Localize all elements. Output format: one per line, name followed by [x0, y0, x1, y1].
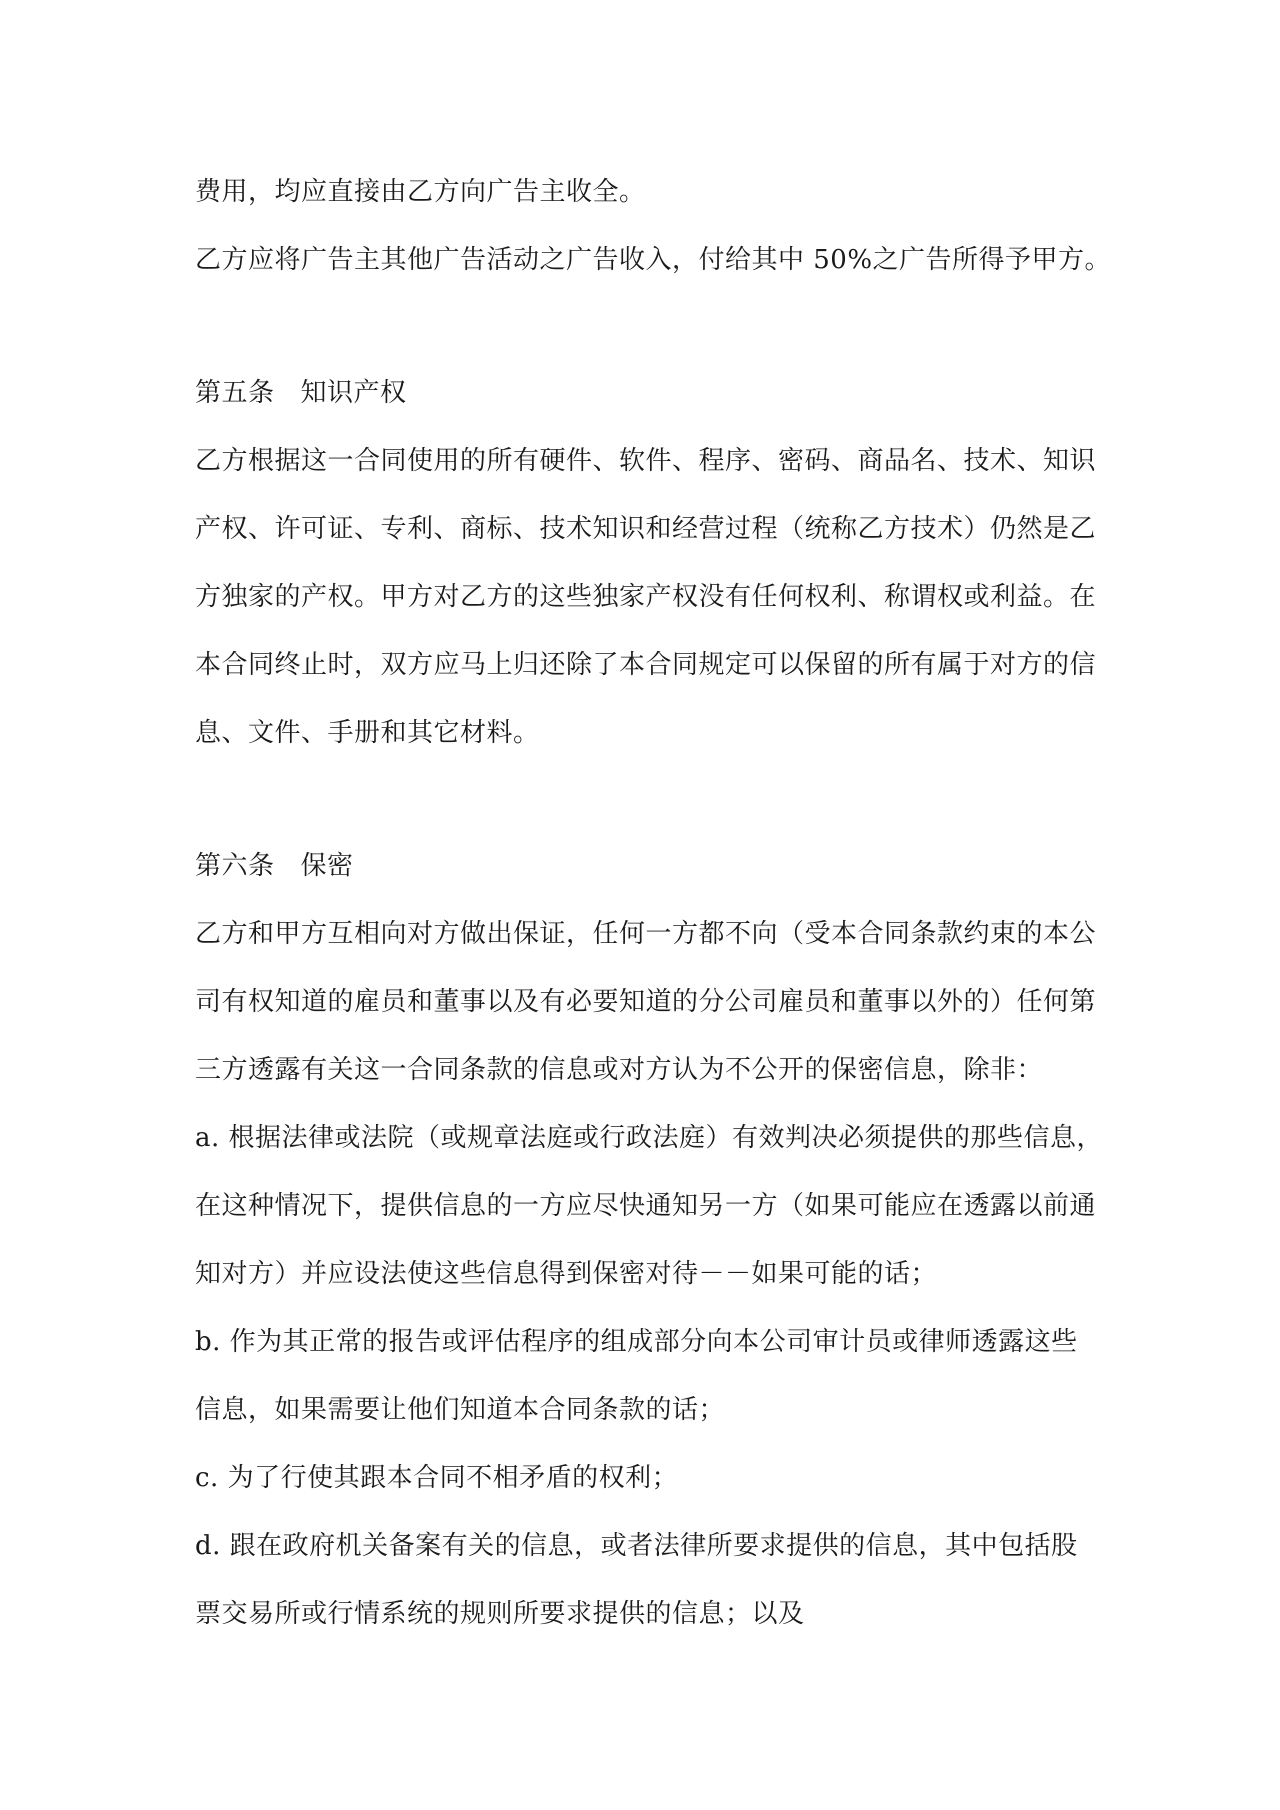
paragraph-line: 本合同终止时，双方应马上归还除了本合同规定可以保留的所有属于对方的信 [195, 650, 1097, 680]
paragraph-line: 息、文件、手册和其它材料。 [195, 718, 540, 748]
paragraph-line: 司有权知道的雇员和董事以及有必要知道的分公司雇员和董事以外的）任何第 [195, 987, 1097, 1017]
list-item-a-line: a. 根据法律或法院（或规章法庭或行政法庭）有效判决必须提供的那些信息， [195, 1123, 1104, 1153]
paragraph-line: 三方透露有关这一合同条款的信息或对方认为不公开的保密信息，除非： [195, 1055, 1044, 1085]
paragraph-line: 方独家的产权。甲方对乙方的这些独家产权没有任何权利、称谓权或利益。在 [195, 582, 1097, 612]
paragraph-line: 产权、许可证、专利、商标、技术知识和经营过程（统称乙方技术）仍然是乙 [195, 514, 1097, 544]
list-item-b-line: b. 作为其正常的报告或评估程序的组成部分向本公司审计员或律师透露这些 [195, 1327, 1078, 1357]
section-5-heading [195, 359, 1095, 427]
section-6 [195, 832, 1104, 1648]
list-item-a-line: 在这种情况下，提供信息的一方应尽快通知另一方（如果可能应在透露以前通 [195, 1191, 1097, 1221]
section-title: 保密 [300, 851, 354, 881]
list-item-a-line: 知对方）并应设法使这些信息得到保密对待－－如果可能的话； [195, 1259, 938, 1289]
paragraph-line: 乙方应将广告主其他广告活动之广告收入，付给其中 50%之广告所得予甲方。 [195, 245, 1112, 275]
document-page [195, 158, 1112, 1648]
section-spacer [195, 767, 1095, 832]
list-item-b-line: 信息，如果需要让他们知道本合同条款的话； [195, 1395, 726, 1425]
section-5 [195, 359, 1095, 767]
paragraph-line: 乙方和甲方互相向对方做出保证，任何一方都不向（受本合同条款约束的本公 [195, 919, 1097, 949]
list-item-d-line: 票交易所或行情系统的规则所要求提供的信息；以及 [195, 1599, 805, 1629]
paragraph-line: 费用，均应直接由乙方向广告主收全。 [195, 177, 646, 207]
section-4-continuation [195, 158, 1112, 294]
section-number: 第五条 [195, 378, 275, 408]
paragraph-line: 乙方根据这一合同使用的所有硬件、软件、程序、密码、商品名、技术、知识 [195, 446, 1097, 476]
section-number: 第六条 [195, 851, 275, 881]
list-item-c-line: c. 为了行使其跟本合同不相矛盾的权利； [195, 1463, 679, 1493]
section-6-heading [195, 832, 1095, 900]
section-spacer [195, 294, 1095, 359]
section-title: 知识产权 [300, 378, 407, 408]
list-item-d-line: d. 跟在政府机关备案有关的信息，或者法律所要求提供的信息，其中包括股 [195, 1531, 1078, 1561]
